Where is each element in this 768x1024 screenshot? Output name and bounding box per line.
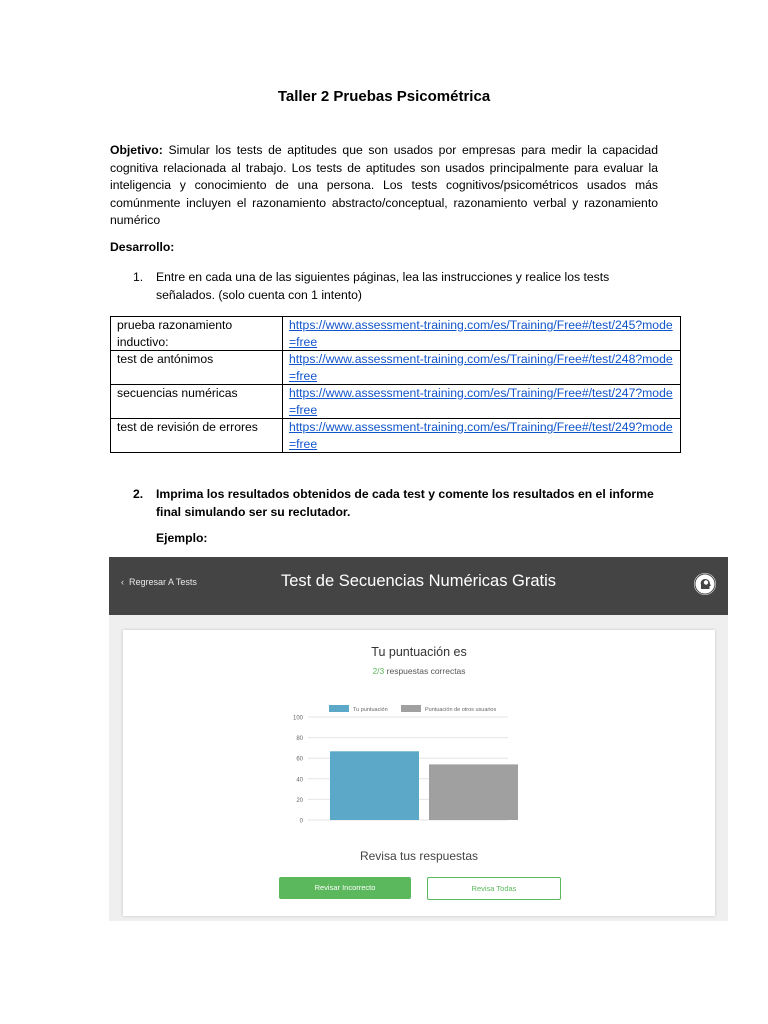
table-row xyxy=(111,317,681,351)
test-name-cell: test de revisión de errores xyxy=(111,419,283,453)
y-tick-label: 100 xyxy=(292,715,303,722)
test-url-cell xyxy=(283,317,681,351)
test-url-cell xyxy=(283,419,681,453)
legend-swatch xyxy=(329,705,349,712)
tests-table xyxy=(110,316,681,453)
score-suffix: respuestas correctas xyxy=(384,666,466,676)
development-heading: Desarrollo: xyxy=(110,240,175,254)
list-item-text: Imprima los resultados obtenidos de cada test y comente los resultados en el informe final simulando ser su reclutador. xyxy=(156,487,654,519)
screenshot-header xyxy=(109,557,728,615)
review-title: Revisa tus respuestas xyxy=(359,849,479,863)
list-item-number: 1. xyxy=(133,270,144,284)
test-url-cell xyxy=(283,385,681,419)
table-row xyxy=(111,419,681,453)
legend-label: Tu puntuación xyxy=(353,707,388,713)
objective-paragraph xyxy=(110,142,658,230)
example-screenshot xyxy=(109,557,728,921)
document-title: Taller 2 Pruebas Psicométrica xyxy=(277,88,491,105)
list-item-text: Entre en cada una de las siguientes páginas, lea las instrucciones y realice los tests señalados. (solo cuenta con 1 intento) xyxy=(156,270,610,302)
bar xyxy=(330,751,419,820)
y-tick-label: 0 xyxy=(299,818,303,825)
test-name-cell: secuencias numéricas xyxy=(111,385,283,419)
test-link[interactable]: https://www.assessment-training.com/es/Training/Free#/test/245?mode=free xyxy=(289,318,673,349)
score-title: Tu puntuación es xyxy=(371,645,467,659)
objective-text: Simular los tests de aptitudes que son usados por empresas para medir la capacidad cognitiva relacionada al trabajo. Los tests de aptitudes son usados principalmente para evaluar la inteligencia y conocimiento de una persona. Los tests cognitivos/psicométricos usados más comúnmente incluyen el razonamiento abstracto/conceptual, razonamiento verbal y razonamiento numérico xyxy=(110,143,658,227)
brain-head-logo-icon xyxy=(694,573,716,595)
bar xyxy=(429,764,518,820)
review-incorrect-button[interactable]: Revisar Incorrecto xyxy=(279,877,411,899)
objective-label: Objetivo: xyxy=(110,143,163,157)
screenshot-title: Test de Secuencias Numéricas Gratis xyxy=(280,572,557,590)
review-all-button[interactable]: Revisa Todas xyxy=(427,877,561,900)
y-tick-label: 80 xyxy=(296,736,303,743)
test-name-cell: prueba razonamiento inductivo: xyxy=(111,317,283,351)
legend-label: Puntuación de otros usuarios xyxy=(425,707,497,713)
score-chart xyxy=(283,700,563,825)
table-row xyxy=(111,351,681,385)
y-tick-label: 40 xyxy=(296,777,303,784)
example-label: Ejemplo: xyxy=(156,531,208,545)
back-label: Regresar A Tests xyxy=(129,577,197,587)
score-subtitle xyxy=(123,666,715,676)
test-url-cell xyxy=(283,351,681,385)
list-item-number: 2. xyxy=(133,487,144,501)
test-link[interactable]: https://www.assessment-training.com/es/Training/Free#/test/249?mode=free xyxy=(289,420,673,451)
legend-swatch xyxy=(401,705,421,712)
y-tick-label: 20 xyxy=(296,797,303,804)
y-tick-label: 60 xyxy=(296,756,303,763)
chevron-left-icon: ‹ xyxy=(121,577,124,587)
test-link[interactable]: https://www.assessment-training.com/es/Training/Free#/test/247?mode=free xyxy=(289,386,673,417)
test-link[interactable]: https://www.assessment-training.com/es/Training/Free#/test/248?mode=free xyxy=(289,352,673,383)
table-row xyxy=(111,385,681,419)
results-card xyxy=(123,630,715,916)
test-name-cell: test de antónimos xyxy=(111,351,283,385)
score-fraction: 2/3 xyxy=(372,666,385,676)
